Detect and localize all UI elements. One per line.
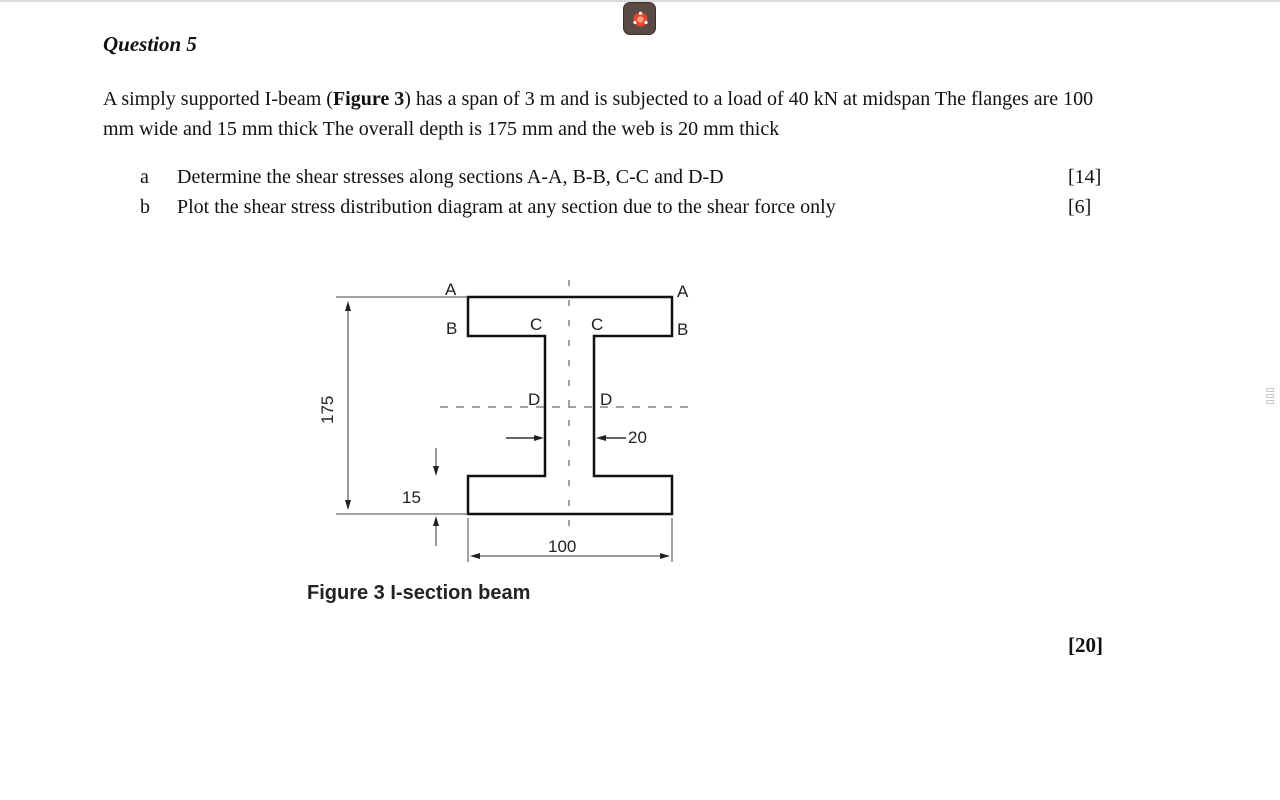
item-a-text: Determine the shear stresses along sections A-A, B-B, C-C and D-D (177, 166, 724, 188)
flange-thickness-arrow-bottom (433, 516, 439, 526)
depth-arrow-top (345, 301, 351, 311)
figure-caption: Figure 3 I-section beam (307, 582, 531, 604)
question-title: Question 5 (103, 32, 197, 56)
depth-arrow-bottom (345, 500, 351, 510)
i-beam-figure (300, 275, 720, 575)
item-b-text: Plot the shear stress distribution diagram at any section due to the shear force only (177, 196, 836, 218)
label-d-right: D (600, 390, 613, 409)
web-thickness-arrow-left (534, 435, 544, 441)
web-thickness-value: 20 (628, 428, 647, 447)
total-marks: [20] (1068, 633, 1103, 657)
item-a-letter: a (140, 166, 149, 188)
app-logo-icon (632, 11, 649, 28)
question-paragraph: A simply supported I-beam (Figure 3) has a span of 3 m and is subjected to a load of 40 kN at midspan The flanges are 100 mm wide and 15 mm thick The overall depth is 175 mm and the web is 20 mm thick (103, 88, 1094, 140)
reader-app-icon[interactable] (623, 2, 656, 35)
label-c-left: C (530, 315, 543, 334)
depth-value: 175 (318, 395, 337, 424)
figure-reference: Figure 3 (332, 88, 405, 110)
label-a-right: A (677, 282, 689, 301)
label-c-right: C (591, 315, 604, 334)
item-a-marks: [14] (1068, 166, 1102, 188)
flange-width-value: 100 (548, 537, 577, 556)
label-b-right: B (677, 320, 689, 339)
flange-thickness-arrow-top (433, 466, 439, 476)
flange-thickness-value: 15 (402, 488, 421, 507)
width-arrow-right (660, 553, 670, 559)
width-arrow-left (470, 553, 480, 559)
label-d-left: D (528, 390, 541, 409)
i-section-outline (468, 297, 672, 514)
item-b-letter: b (140, 196, 150, 218)
label-b-left: B (446, 319, 458, 338)
item-b-marks: [6] (1068, 196, 1092, 218)
label-a-left: A (445, 280, 457, 299)
web-thickness-arrow-right (596, 435, 606, 441)
side-panel-handle-icon[interactable] (1266, 388, 1274, 406)
